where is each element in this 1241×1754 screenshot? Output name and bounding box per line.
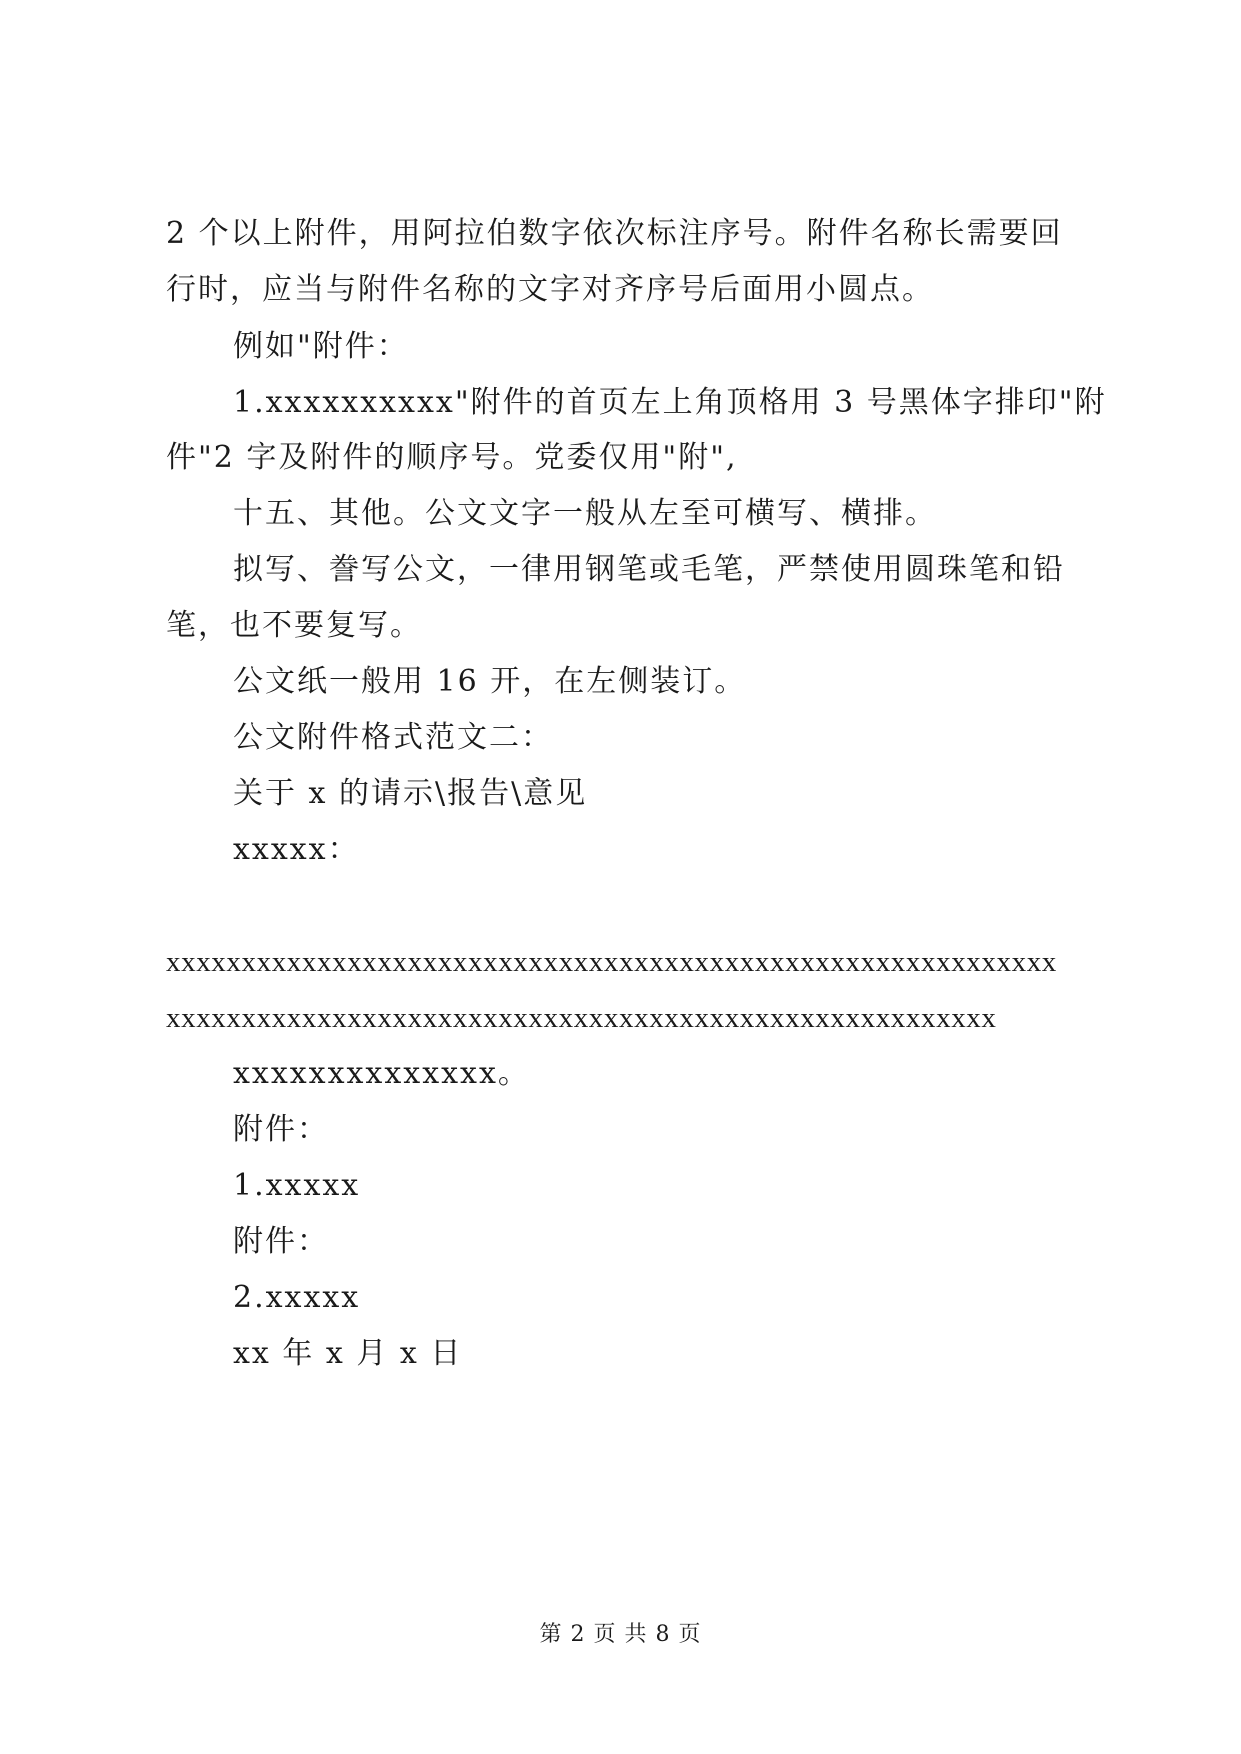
attachment-item: 2.xxxxx (233, 1280, 361, 1315)
body-text-line: 十五、其他。公文文字一般从左至可横写、横排。 (233, 496, 937, 531)
body-text-line: 笔，也不要复写。 (166, 608, 422, 643)
attachment-label: 附件： (233, 1112, 329, 1147)
document-title: 关于 x 的请示\报告\意见 (233, 776, 588, 811)
date-line: xx 年 x 月 x 日 (233, 1336, 463, 1371)
attachment-item: 1.xxxxx (233, 1168, 361, 1203)
body-text-line: xxxxxxxxxxxxxx。 (233, 1056, 530, 1091)
body-text-line: 1.xxxxxxxxxx"附件的首页左上角顶格用 3 号黑体字排印"附 (233, 385, 1107, 420)
body-text-line: 拟写、誊写公文，一律用钢笔或毛笔，严禁使用圆珠笔和铅 (233, 552, 1065, 587)
page-number: 第 2 页 共 8 页 (539, 1622, 702, 1647)
section-heading: 公文附件格式范文二： (233, 720, 553, 755)
body-text-line: 公文纸一般用 16 开，在左侧装订。 (233, 664, 747, 699)
body-text-line: 例如"附件： (233, 329, 409, 364)
body-text-line: 件"2 字及附件的顺序号。党委仅用"附", (166, 440, 738, 475)
body-text-line: 行时，应当与附件名称的文字对齐序号后面用小圆点。 (166, 272, 934, 307)
body-text-line: xxxxxxxxxxxxxxxxxxxxxxxxxxxxxxxxxxxxxxxxxxxxxxxxxxxxxxxxxxx (166, 946, 1057, 978)
body-text-line: xxxxxxxxxxxxxxxxxxxxxxxxxxxxxxxxxxxxxxxxxxxxxxxxxxxxxxx (166, 1002, 997, 1034)
salutation: xxxxx： (233, 832, 360, 867)
body-text-line: 2 个以上附件，用阿拉伯数字依次标注序号。附件名称长需要回 (166, 216, 1063, 251)
attachment-label: 附件： (233, 1224, 329, 1259)
